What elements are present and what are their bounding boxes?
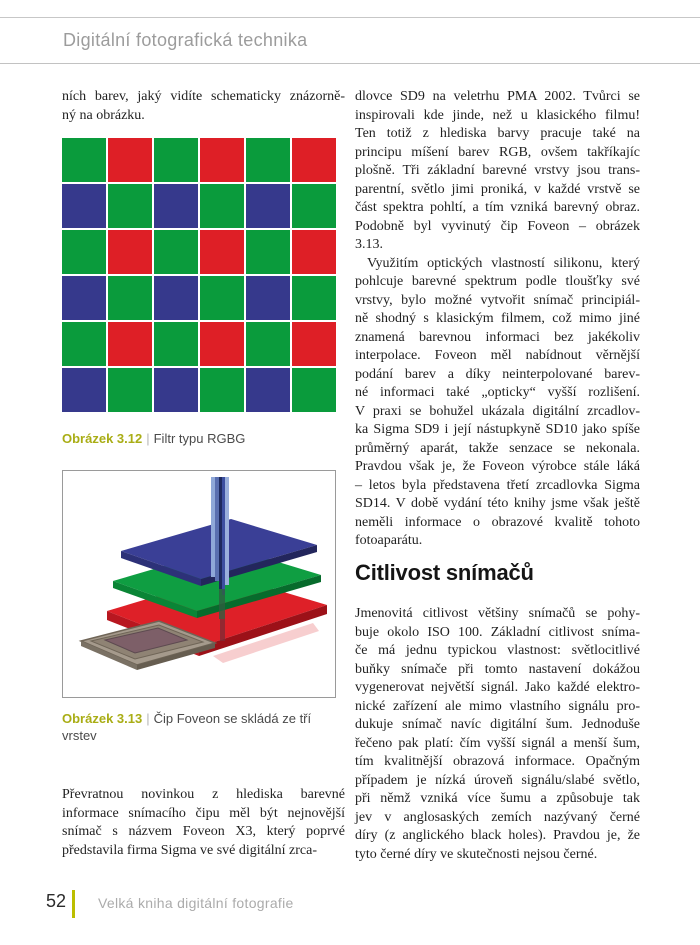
text-line: če má jednu typickou vlastnost: světlocitlivé (355, 643, 640, 658)
text-line: – letos byla představena třetí zrcadlovka Sigma (355, 477, 640, 493)
grid-cell-g (62, 138, 106, 182)
text-line: buje okolo ISO 100. Základní citlivost sníma- (355, 624, 640, 640)
grid-cell-r (200, 138, 244, 182)
text-line: V praxi se bohužel ukázala digitální zrcadlov- (355, 403, 640, 419)
grid-cell-g (292, 184, 336, 228)
text-line: snímač s názvem Foveon X3, který poprvé (62, 824, 345, 839)
text-line: fotoaparátu. (355, 533, 423, 548)
text-line: znamená barevnou informaci bez jakékoliv (355, 329, 640, 345)
grid-cell-b (154, 276, 198, 320)
foveon-chip-figure (62, 470, 336, 698)
grid-cell-g (246, 138, 290, 182)
text-line: ních barev, jaký vidíte schematicky znázorně- (62, 89, 345, 104)
text-line: nické zařízení ale mimo vlastního signálu pro- (355, 698, 640, 714)
text-line: případem je nízká úroveň signálu/slabé světlo, (355, 772, 640, 788)
grid-cell-r (292, 322, 336, 366)
text-line: představila firma Sigma ve své digitální zrca- (62, 842, 318, 858)
header-top-rule (0, 17, 700, 18)
text-line: ně shodný s klasickým filmem, což mimo jiné (355, 311, 640, 326)
text-line: dukuje snímač navíc digitální šum. Jednoduše (355, 717, 640, 732)
grid-cell-g (292, 276, 336, 320)
footer-book-title: Velká kniha digitální fotografie (98, 895, 294, 911)
text-line: buňky snímače při tomto nastavení dokážou (355, 661, 640, 677)
text-line: vrstvy, bylo možné vytvořit snímač principiál- (355, 292, 640, 308)
text-line: né informaci také „opticky“ vyšší rozlišení. (355, 385, 640, 400)
right-column-paragraph-2 (355, 255, 640, 551)
text-line: Jmenovitá citlivost většiny snímačů se pohy- (355, 606, 640, 621)
text-line: dlovce SD9 na veletrhu PMA 2002. Tvůrci se (355, 89, 640, 104)
grid-cell-b (154, 184, 198, 228)
grid-cell-g (200, 276, 244, 320)
grid-cell-b (246, 276, 290, 320)
grid-cell-g (246, 230, 290, 274)
grid-cell-g (154, 322, 198, 366)
text-line: Převratnou novinkou z hlediska barevné (62, 787, 345, 802)
caption-separator: | (146, 431, 150, 446)
text-line: část spektra pohltí, a tím vzniká barevný obraz. (355, 200, 640, 215)
text-line: parentní, světlo jimi proniká, v každé vrstvě se (355, 181, 640, 197)
grid-cell-g (200, 368, 244, 412)
rgbg-filter-grid (62, 138, 336, 412)
text-line: SD14. V době vydání této knihy jsme však ještě (355, 496, 640, 511)
figure-3-13-caption-text: Čip Foveon se skládá ze tří vrstev (62, 711, 312, 743)
text-line: podání barev a díky neinterpolované barev- (355, 366, 640, 382)
footer-accent-bar (72, 890, 75, 918)
grid-cell-r (108, 322, 152, 366)
grid-cell-g (108, 368, 152, 412)
figure-3-12-caption-text: Filtr typu RGBG (153, 431, 246, 446)
left-column-paragraph-1 (62, 88, 345, 125)
foveon-chip-illustration (63, 471, 335, 697)
text-line: 3.13. (355, 237, 383, 252)
text-line: díry (z anglického black holes). Pravdou je, že (355, 828, 640, 843)
text-line: Využitím optických vlastností silikonu, který (367, 255, 640, 271)
grid-cell-r (108, 138, 152, 182)
footer-page-number: 52 (46, 891, 67, 911)
figure-3-13-caption-label: Obrázek 3.13 (62, 711, 143, 726)
grid-cell-r (292, 230, 336, 274)
text-line: Podobně byl vyvinutý čip Foveon – obrázek (355, 218, 640, 234)
grid-cell-b (62, 276, 106, 320)
grid-cell-b (246, 368, 290, 412)
text-line: tyto černé díry ve skutečnosti nejsou černé. (355, 846, 598, 862)
figure-3-12-caption (62, 430, 338, 447)
figure-3-12-caption-label: Obrázek 3.12 (62, 431, 143, 446)
grid-cell-b (246, 184, 290, 228)
text-line: informace snímacího čipu měl být nejnovější (62, 805, 345, 821)
figure-3-13-caption (62, 710, 338, 744)
text-line: inspirovali kde jinde, než u klasického filmu! (355, 107, 640, 123)
grid-cell-r (108, 230, 152, 274)
header-bottom-rule (0, 63, 700, 64)
text-line: ka Sigma SD9 i její nástupkyně SD10 jako spíše (355, 422, 640, 437)
grid-cell-r (200, 230, 244, 274)
grid-cell-g (108, 276, 152, 320)
text-line: ný na obrázku. (62, 107, 145, 123)
text-line: tím kvalitnější obrazová informace. Opačným (355, 754, 640, 769)
grid-cell-r (200, 322, 244, 366)
left-column-paragraph-2 (62, 786, 345, 860)
caption-separator: | (146, 711, 150, 726)
grid-cell-r (292, 138, 336, 182)
grid-cell-g (154, 230, 198, 274)
grid-cell-b (62, 184, 106, 228)
text-line: řečeno pak platí: čím vyšší signál a menší šum, (355, 735, 640, 751)
text-line: interpolace. Foveon měl nabídnout věrnější (355, 348, 640, 363)
section-heading: Citlivost snímačů (355, 560, 534, 585)
text-line: principu míšení barev RGB, ovšem takříkajíc (355, 144, 640, 160)
grid-cell-b (154, 368, 198, 412)
text-line: jev v anglosaských zemích nazývaný černé (355, 809, 640, 825)
grid-cell-g (200, 184, 244, 228)
text-line: Pravdou však je, že Foveon výrobce stále láká (355, 459, 640, 474)
text-line: plošně. Tři základní barevné vrstvy jsou trans- (355, 163, 640, 178)
text-line: průměrný aparát, takže senzace se nekonala. (355, 440, 640, 456)
text-line: Ten totiž z hlediska barvy pracuje také na (355, 126, 640, 141)
grid-cell-g (62, 230, 106, 274)
right-column-paragraph-3 (355, 605, 640, 864)
text-line: pohlcuje barevné spektrum podle tloušťky své (355, 274, 640, 289)
grid-cell-g (292, 368, 336, 412)
grid-cell-g (108, 184, 152, 228)
grid-cell-b (62, 368, 106, 412)
grid-cell-g (62, 322, 106, 366)
page-header-title: Digitální fotografická technika (63, 30, 308, 50)
right-column-paragraph-1 (355, 88, 640, 255)
text-line: při němž vzniká více šumu a způsobuje tak (355, 791, 640, 806)
grid-cell-g (246, 322, 290, 366)
grid-cell-g (154, 138, 198, 182)
text-line: neměli informace o obrazové kvalitě tohoto (355, 514, 640, 530)
text-line: vygenerovat největší signál. Jako každé elektro- (355, 680, 640, 695)
